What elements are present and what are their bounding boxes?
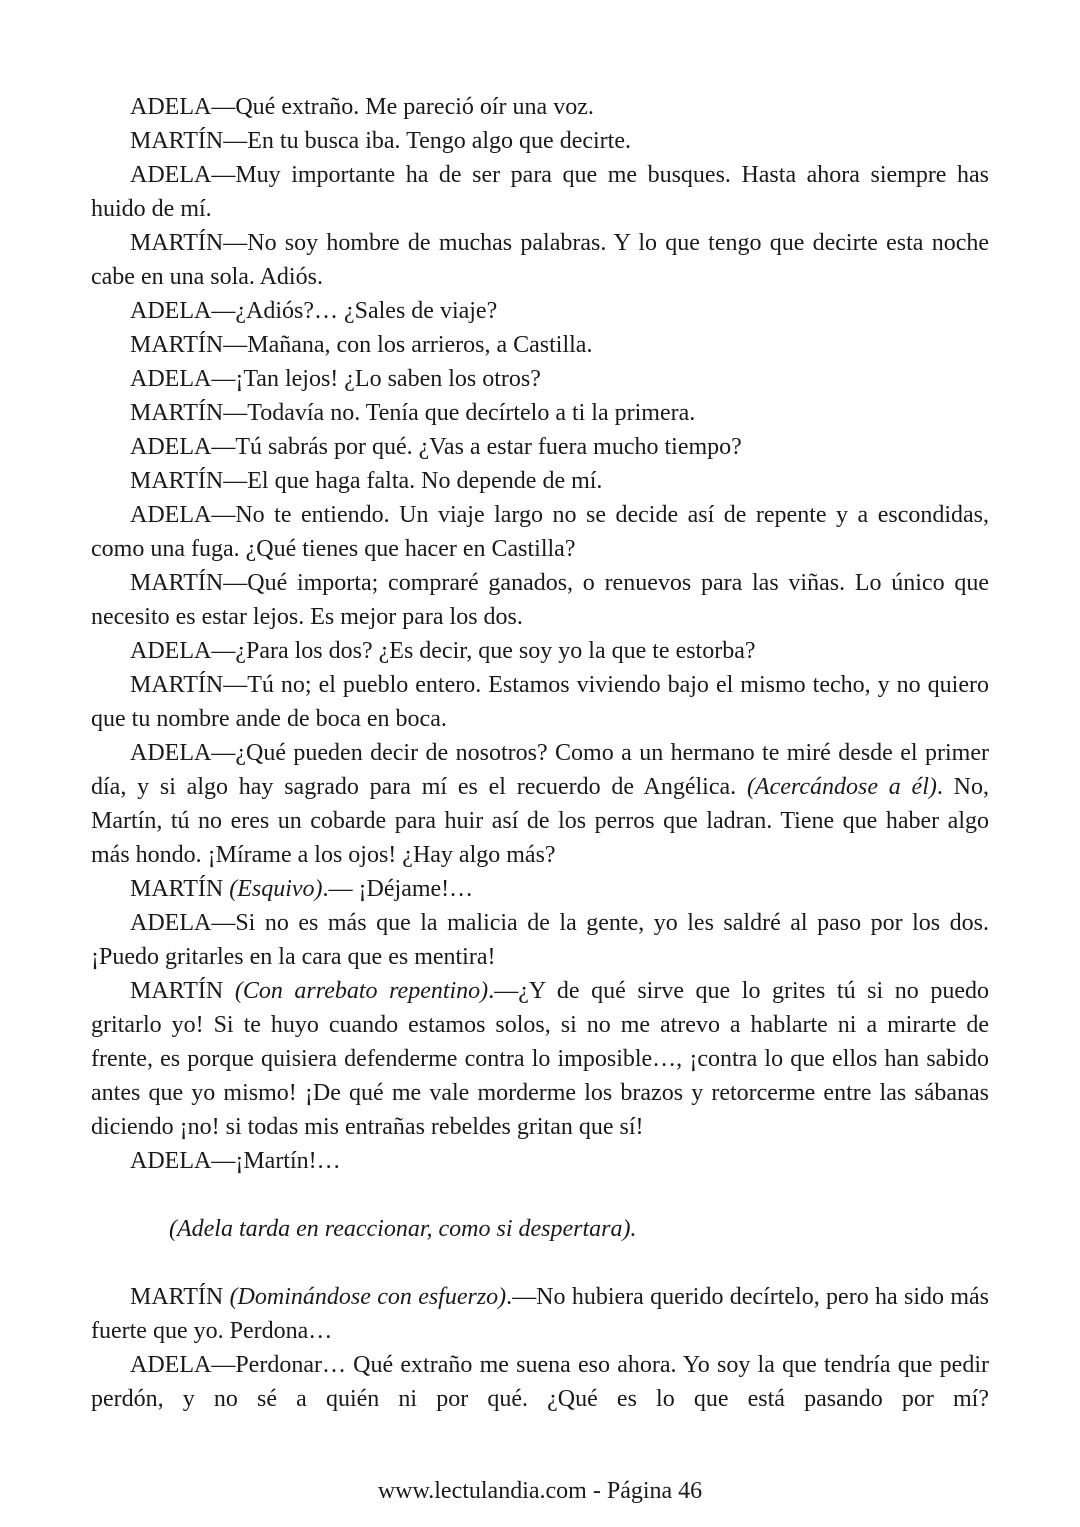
speaker: MARTÍN	[130, 978, 224, 1004]
stage-direction-inline: (Esquivo)	[229, 876, 323, 902]
speech: —Qué extraño. Me pareció oír una voz.	[211, 94, 594, 120]
speech: —¿Qué pueden decir de nosotros? Como a un hermano te miré desde el primer día, y si algo hay sagrado para mí es el recuerdo de Angélica.	[91, 740, 989, 800]
dialogue-line	[91, 90, 989, 124]
speech: —En tu busca iba. Tengo algo que decirte.	[223, 128, 631, 154]
speaker: MARTÍN	[130, 1284, 224, 1310]
speech: —Mañana, con los arrieros, a Castilla.	[223, 332, 593, 358]
dialogue-line	[91, 362, 989, 396]
stage-direction-inline: (Con arrebato repentino)	[234, 978, 489, 1004]
dialogue-line	[91, 294, 989, 328]
speech: —¡Tan lejos! ¿Lo saben los otros?	[211, 366, 541, 392]
dialogue-line	[91, 226, 989, 294]
speaker: MARTÍN	[130, 332, 224, 358]
speech: —Tú sabrás por qué. ¿Vas a estar fuera mucho tiempo?	[211, 434, 742, 460]
speech: —Perdonar… Qué extraño me suena eso ahora. Yo soy la que tendría que pedir perdón, y no sé a quién ni por qué. ¿Qué es lo que está pasando por mí?	[91, 1352, 989, 1412]
speech: —Tú no; el pueblo entero. Estamos viviendo bajo el mismo techo, y no quiero que tu nombre ande de boca en boca.	[91, 672, 989, 732]
speaker: ADELA	[130, 740, 212, 766]
dialogue-line	[91, 566, 989, 634]
dialogue-line	[91, 1348, 989, 1416]
dialogue-line	[91, 498, 989, 566]
speech: —Qué importa; compraré ganados, o renuevos para las viñas. Lo único que necesito es estar lejos. Es mejor para los dos.	[91, 570, 989, 630]
dialogue-line	[91, 124, 989, 158]
dialogue-line	[91, 464, 989, 498]
dialogue-line	[91, 974, 989, 1144]
speaker: MARTÍN	[130, 672, 224, 698]
dialogue-line	[91, 1280, 989, 1348]
speech: —El que haga falta. No depende de mí.	[223, 468, 603, 494]
speech: —Si no es más que la malicia de la gente, yo les saldré al paso por los dos. ¡Puedo gritarles en la cara que es mentira!	[91, 910, 989, 970]
speaker: MARTÍN	[130, 230, 224, 256]
speaker: ADELA	[130, 366, 212, 392]
speech: . No, Martín, tú no eres un cobarde para huir así de los perros que ladran. Tiene que haber algo más hondo. ¡Mírame a los ojos! ¿Hay algo más?	[91, 774, 989, 868]
speaker: ADELA	[130, 94, 212, 120]
stage-direction-inline: (Acercándose a él)	[746, 774, 937, 800]
speaker: ADELA	[130, 1148, 212, 1174]
dialogue-line	[91, 158, 989, 226]
speech: —¡Martín!…	[211, 1148, 341, 1174]
speech: —No soy hombre de muchas palabras. Y lo que tengo que decirte esta noche cabe en una sola. Adiós.	[91, 230, 989, 290]
speaker: ADELA	[130, 1352, 212, 1378]
dialogue-line	[91, 396, 989, 430]
stage-direction-inline: (Dominándose con esfuerzo)	[229, 1284, 507, 1310]
dialogue-line	[91, 906, 989, 974]
dialogue-line	[91, 634, 989, 668]
speech: .—No hubiera querido decírtelo, pero ha sido más fuerte que yo. Perdona…	[91, 1284, 989, 1344]
dialogue-line	[91, 872, 989, 906]
dialogue-line	[91, 1144, 989, 1178]
page-footer[interactable]: www.lectulandia.com - Página 46	[377, 1478, 703, 1504]
dialogue-line	[91, 668, 989, 736]
speaker: ADELA	[130, 638, 212, 664]
speaker: MARTÍN	[130, 400, 224, 426]
speaker: ADELA	[130, 434, 212, 460]
speaker: MARTÍN	[130, 876, 224, 902]
speech: —Todavía no. Tenía que decírtelo a ti la primera.	[223, 400, 696, 426]
dialogue-line	[91, 328, 989, 362]
speaker: MARTÍN	[130, 570, 224, 596]
speaker: MARTÍN	[130, 128, 224, 154]
speaker: MARTÍN	[130, 468, 224, 494]
page-body	[91, 90, 989, 1416]
dialogue-line	[91, 430, 989, 464]
speaker: ADELA	[130, 298, 212, 324]
speech: .—¿Y de qué sirve que lo grites tú si no puedo gritarlo yo! Si te huyo cuando estamos solos, si no me atrevo a hablarte ni a mirarte de frente, es porque quisiera defenderme contra lo imposible…, ¡contra lo que ellos han sabido antes que yo mismo! ¡De qué me vale morderme los brazos y retorcerme entre las sábanas diciendo ¡no! si todas mis entrañas rebeldes gritan que sí!	[91, 978, 990, 1140]
speaker: ADELA	[130, 502, 212, 528]
speaker: ADELA	[130, 910, 212, 936]
speech: —Muy importante ha de ser para que me busques. Hasta ahora siempre has huido de mí.	[91, 162, 989, 222]
dialogue-line	[91, 736, 989, 872]
speech: —¿Para los dos? ¿Es decir, que soy yo la que te estorba?	[211, 638, 756, 664]
speaker: ADELA	[130, 162, 212, 188]
speech: —No te entiendo. Un viaje largo no se decide así de repente y a escondidas, como una fuga. ¿Qué tienes que hacer en Castilla?	[91, 502, 989, 562]
speech: —¿Adiós?… ¿Sales de viaje?	[211, 298, 498, 324]
stage-direction: (Adela tarda en reaccionar, como si despertara).	[169, 1216, 637, 1242]
speech: .— ¡Déjame!…	[322, 876, 474, 902]
